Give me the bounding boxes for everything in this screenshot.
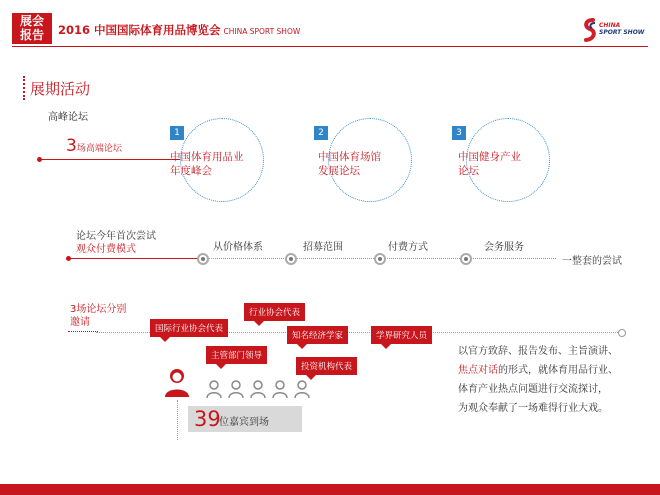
description-highlight: 焦点对话 (458, 365, 498, 376)
tag-economist: 知名经济学家 (287, 326, 348, 344)
invite-line2: 邀请 (70, 317, 90, 328)
forum-title-2 (318, 150, 381, 178)
invite-line1: 3场论坛分别 (70, 304, 127, 315)
timeline-node-2 (285, 253, 297, 265)
person-host-icon (163, 367, 191, 397)
forum-title-2-line2: 发展论坛 (318, 165, 360, 177)
brand-mark-icon (580, 17, 600, 43)
description-line1: 以官方致辞、报告发布、主旨演讲、 (458, 346, 618, 357)
timeline-start-line (68, 258, 202, 259)
brand-text (599, 22, 644, 36)
footer-bar (0, 484, 660, 495)
forum-num-3: 3 (452, 126, 466, 140)
header-title (58, 22, 300, 38)
forum-count (66, 136, 122, 156)
person-guest-icon-5 (294, 380, 310, 398)
forum-num-2: 2 (314, 126, 328, 140)
invite-text (70, 303, 126, 329)
timeline-end: 一整套的尝试 (562, 256, 622, 267)
forum-title-1 (170, 150, 244, 178)
description-line4: 为观众奉献了一场难得行业大戏。 (458, 403, 608, 414)
forum-title-1-line1: 中国体育用品业 (170, 151, 244, 163)
forum-title-3 (458, 150, 521, 178)
header-title-cn: 2016 中国国际体育用品博览会 (58, 23, 221, 37)
brand-line2: SPORT SHOW (599, 29, 645, 36)
timeline-step-4: 会务服务 (484, 242, 524, 253)
logo-line1: 展会 (19, 14, 44, 28)
forum-underline (40, 159, 180, 160)
tag-government: 主管部门领导 (206, 346, 267, 364)
report-logo (12, 13, 52, 44)
section-subtitle: 高峰论坛 (48, 112, 88, 123)
person-guest-icon-2 (228, 380, 244, 398)
section-marker (23, 76, 27, 100)
header-title-en: CHINA SPORT SHOW (223, 27, 301, 36)
guest-connector (177, 400, 179, 440)
header-divider (12, 46, 648, 47)
brand-logo (580, 17, 650, 43)
section-title: 展期活动 (30, 80, 91, 98)
description-line3: 体育产业热点问题进行交流探讨， (458, 384, 608, 395)
tag-investor: 投资机构代表 (296, 357, 357, 375)
forum-count-number: 3 (66, 136, 77, 156)
timeline-intro-line1: 论坛今年首次尝试 (76, 231, 156, 242)
guest-label: 位嘉宾到场 (219, 417, 269, 428)
timeline-step-2: 招募范围 (303, 242, 343, 253)
person-guest-icon-3 (250, 380, 266, 398)
person-guest-icon-4 (272, 380, 288, 398)
timeline-step-1: 从价格体系 (213, 242, 263, 253)
brand-line1: CHINA (599, 22, 621, 29)
guest-count: 39 (194, 407, 221, 431)
tag-intl-association: 国际行业协会代表 (150, 319, 228, 337)
forum-num-1: 1 (170, 126, 184, 140)
tag-industry-association: 行业协会代表 (244, 303, 305, 321)
timeline-node-4 (460, 253, 472, 265)
timeline-intro (76, 230, 156, 256)
timeline-node-3 (374, 253, 386, 265)
logo-line2: 报告 (19, 28, 44, 42)
invite-end-dot (618, 329, 626, 337)
description (458, 342, 648, 418)
forum-count-text: 场高端论坛 (76, 144, 122, 154)
forum-title-2-line1: 中国体育场馆 (318, 151, 381, 163)
forum-title-1-line2: 年度峰会 (170, 165, 212, 177)
forum-title-3-line2: 论坛 (458, 165, 479, 177)
timeline-step-3: 付费方式 (388, 242, 428, 253)
forum-title-3-line1: 中国健身产业 (458, 151, 521, 163)
person-guest-icon-1 (206, 380, 222, 398)
timeline-node-1 (197, 253, 209, 265)
invite-underline (68, 331, 98, 333)
description-line2-rest: 的形式，就体育用品行业、 (498, 365, 618, 376)
tag-researcher: 学界研究人员 (371, 326, 432, 344)
description-line2 (458, 361, 648, 380)
timeline-intro-line2: 观众付费模式 (76, 244, 136, 255)
